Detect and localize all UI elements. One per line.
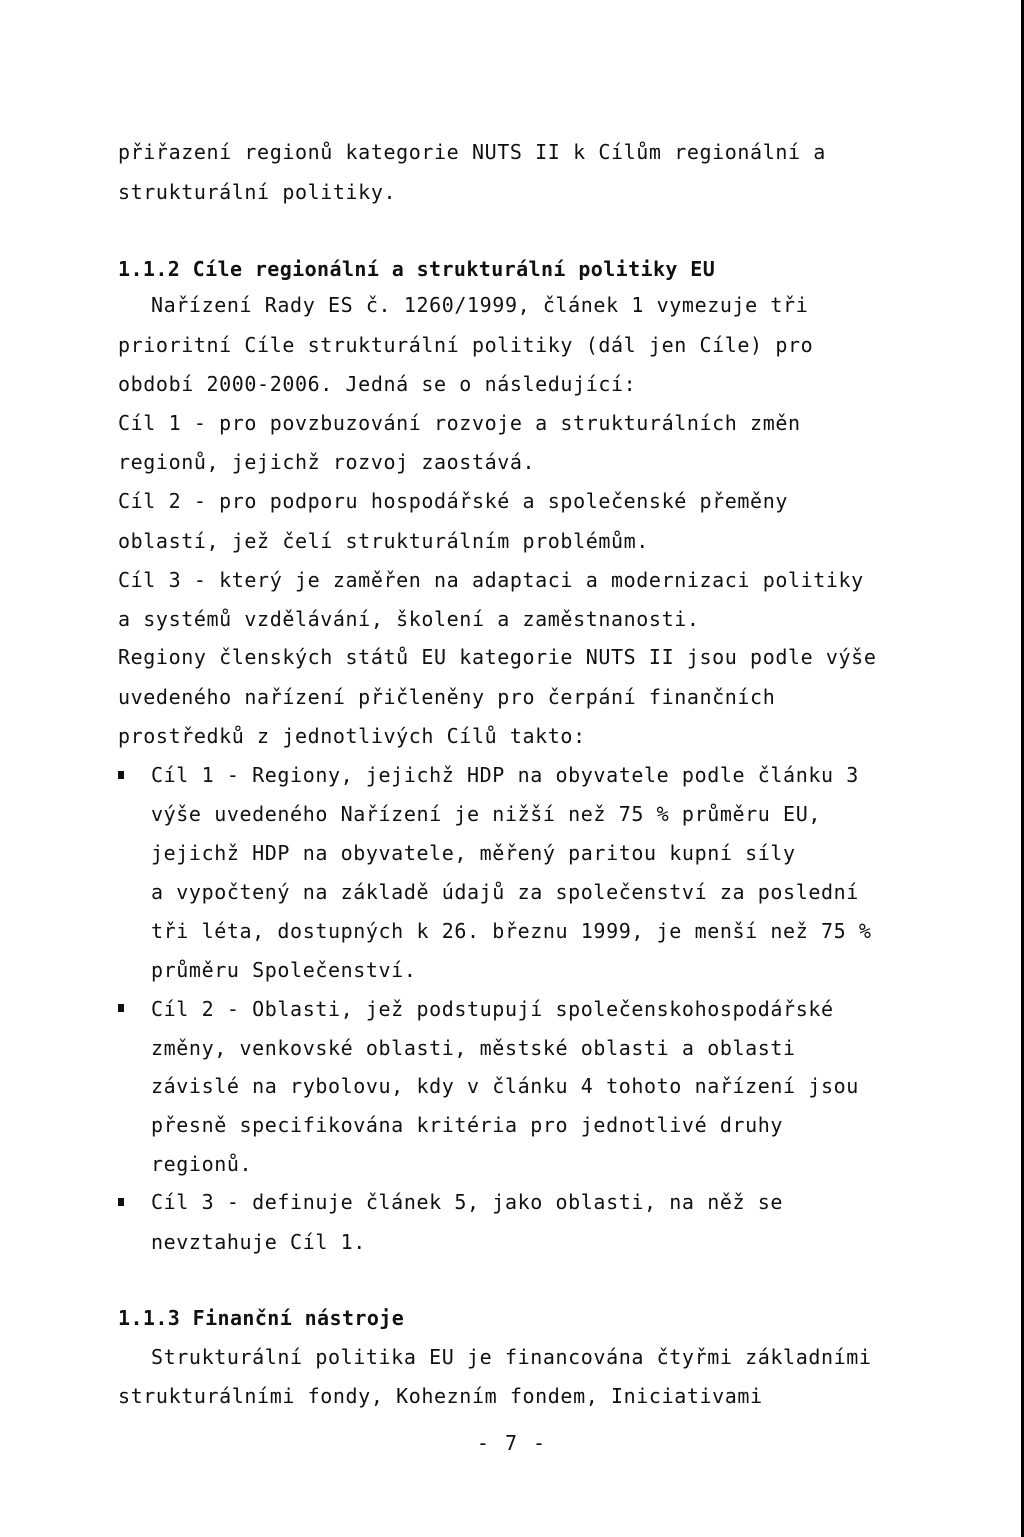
section-heading: 1.1.3 Finanční nástroje [118, 1306, 405, 1330]
text-line: Cíl 2 - pro podporu hospodářské a společenské přeměny [118, 489, 788, 513]
text-line: prostředků z jednotlivých Cílů takto: [118, 724, 586, 748]
list-item-line: a vypočtený na základě údajů za společenství za poslední [151, 880, 859, 904]
list-item-line: regionů. [151, 1152, 253, 1176]
text-line: Strukturální politika EU je financována čtyřmi základními [151, 1345, 872, 1369]
list-item-line: Cíl 3 - definuje článek 5, jako oblasti, na něž se [151, 1190, 784, 1214]
bullet-marker [118, 771, 124, 779]
text-line: prioritní Cíle strukturální politiky (dál jen Cíle) pro [118, 333, 814, 357]
text-line: strukturální politiky. [118, 180, 397, 204]
text-line: přiřazení regionů kategorie NUTS II k Cílům regionální a [118, 140, 826, 164]
list-item-line: průměru Společenství. [151, 958, 417, 982]
text-line: uvedeného nařízení přičleněny pro čerpání finančních [118, 685, 776, 709]
section-heading: 1.1.2 Cíle regionální a strukturální politiky EU [118, 257, 716, 281]
list-item-line: změny, venkovské oblasti, městské oblasti a oblasti [151, 1036, 796, 1060]
text-line: Cíl 1 - pro povzbuzování rozvoje a strukturálních změn [118, 411, 801, 435]
text-line: strukturálními fondy, Kohezním fondem, Iniciativami [118, 1384, 763, 1408]
list-item-line: přesně specifikována kritéria pro jednotlivé druhy [151, 1113, 784, 1137]
text-line: a systémů vzdělávání, školení a zaměstnanosti. [118, 607, 700, 631]
list-item-line: jejichž HDP na obyvatele, měřený paritou kupní síly [151, 841, 796, 865]
text-line: Nařízení Rady ES č. 1260/1999, článek 1 vymezuje tři [151, 293, 809, 317]
text-line: Cíl 3 - který je zaměřen na adaptaci a modernizaci politiky [118, 568, 864, 592]
text-line: období 2000-2006. Jedná se o následující: [118, 372, 637, 396]
text-line: Regiony členských států EU kategorie NUTS II jsou podle výše [118, 645, 877, 669]
bullet-marker [118, 1004, 124, 1012]
list-item-line: nevztahuje Cíl 1. [151, 1230, 366, 1254]
text-line: regionů, jejichž rozvoj zaostává. [118, 450, 536, 474]
list-item-line: závislé na rybolovu, kdy v článku 4 tohoto nařízení jsou [151, 1074, 859, 1098]
bullet-marker [118, 1198, 124, 1206]
list-item-line: Cíl 1 - Regiony, jejichž HDP na obyvatele podle článku 3 [151, 763, 859, 787]
page-number: - 7 - [476, 1431, 548, 1455]
list-item-line: tři léta, dostupných k 26. březnu 1999, je menší než 75 % [151, 919, 872, 943]
list-item-line: Cíl 2 - Oblasti, jež podstupují společenskohospodářské [151, 997, 834, 1021]
list-item-line: výše uvedeného Nařízení je nižší než 75 % průměru EU, [151, 802, 821, 826]
text-line: oblastí, jež čelí strukturálním problémům. [118, 529, 649, 553]
